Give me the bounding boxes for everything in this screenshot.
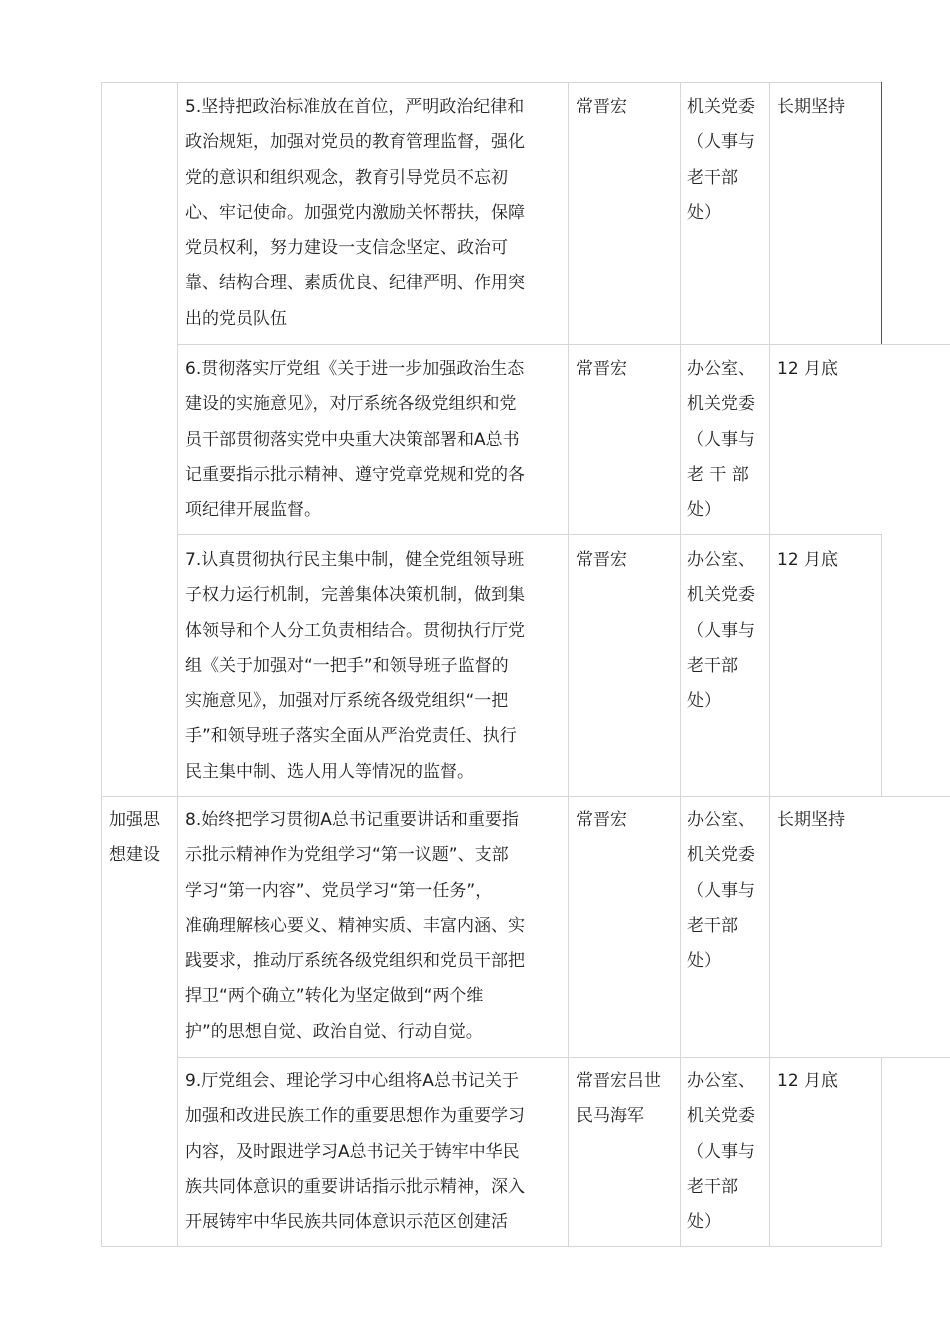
table-row-7-deadline: 12 月底 [777, 550, 839, 570]
table-right-border-middle [881, 534, 882, 796]
table-row-6-department: 办公室、 机关党委 （人事与 老 干 部 处） [687, 359, 755, 521]
table-row-7-department: 办公室、 机关党委 （人事与 老干部 处） [687, 550, 755, 712]
column-divider-content [568, 82, 569, 1247]
table-row-8-content: 8.始终把学习贯彻A总书记重要讲话和重要指 示批示精神作为党组学习“第一议题”、支部 学习“第一内容”、党员学习“第一任务”， 准确理解核心要义、精神实质、丰富内涵、实 践要求，推动厅系统各级党组织和党员干部把 捍卫“两个确立”转化为坚定做到“两个维 护”的思想自觉、政治自觉、行动自觉。 [185, 810, 525, 1042]
table-row-8-deadline: 长期坚持 [777, 810, 845, 830]
table-row-8-department: 办公室、 机关党委 （人事与 老干部 处） [687, 810, 755, 972]
table-row-5-content: 5.坚持把政治标准放在首位，严明政治纪律和 政治规矩，加强对党员的教育管理监督，强化 党的意识和组织观念，教育引导党员不忘初 心、牢记使命。加强党内激励关怀帮扶，保障 党员权利，努力建设一支信念坚定、政治可 靠、结构合理、素质优良、纪律严明、作用突 出的党员队伍 [185, 97, 525, 329]
column-divider-category [177, 82, 178, 1247]
table-row-5-deadline: 长期坚持 [777, 97, 845, 117]
table-row-9-leader: 常晋宏吕世 民马海军 [576, 1071, 661, 1127]
column-divider-department [769, 82, 770, 1247]
table-row-8-leader: 常晋宏 [576, 810, 627, 830]
row-divider-7-8 [101, 796, 950, 797]
row-divider-5-6 [177, 344, 950, 345]
table-row-6-deadline: 12 月底 [777, 359, 839, 379]
table-row-8-category: 加强思 想建设 [109, 810, 160, 866]
row-divider-8-9 [177, 1057, 950, 1058]
table-row-7-content: 7.认真贯彻执行民主集中制，健全党组领导班 子权力运行机制，完善集体决策机制，做到集 体领导和个人分工负责相结合。贯彻执行厅党 组《关于加强对“一把手”和领导班子监督的 实施意见》，加强对厅系统各级党组织“一把 手”和领导班子落实全面从严治党责任、执行 民主集中制、选人用人等情况的监督。 [185, 550, 525, 782]
table-row-7-leader: 常晋宏 [576, 550, 627, 570]
table-row-9-content: 9.厅党组会、理论学习中心组将A总书记关于 加强和改进民族工作的重要思想作为重要学习 内容，及时跟进学习A总书记关于铸牢中华民 族共同体意识的重要讲话指示批示精神，深入 开展铸牢中华民族共同体意识示范区创建活 [185, 1071, 525, 1233]
table-row-5-department: 机关党委 （人事与 老干部 处） [687, 97, 755, 223]
table-row-6-leader: 常晋宏 [576, 359, 627, 379]
table-row-9-department: 办公室、 机关党委 （人事与 老干部 处） [687, 1071, 755, 1233]
table-bottom-border [101, 1246, 881, 1247]
table-row-5-leader: 常晋宏 [576, 97, 627, 117]
column-divider-leader [680, 82, 681, 1247]
table-left-border [101, 82, 102, 1247]
table-row-9-deadline: 12 月底 [777, 1071, 839, 1091]
table-right-border-lower [881, 1057, 882, 1247]
table-top-border [101, 82, 881, 83]
table-right-border-upper [881, 82, 882, 344]
row-divider-6-7 [177, 534, 881, 535]
table-row-6-content: 6.贯彻落实厅党组《关于进一步加强政治生态 建设的实施意见》，对厅系统各级党组织和党 员干部贯彻落实党中央重大决策部署和A总书 记重要指示批示精神、遵守党章党规和党的各 项纪律开展监督。 [185, 359, 525, 521]
